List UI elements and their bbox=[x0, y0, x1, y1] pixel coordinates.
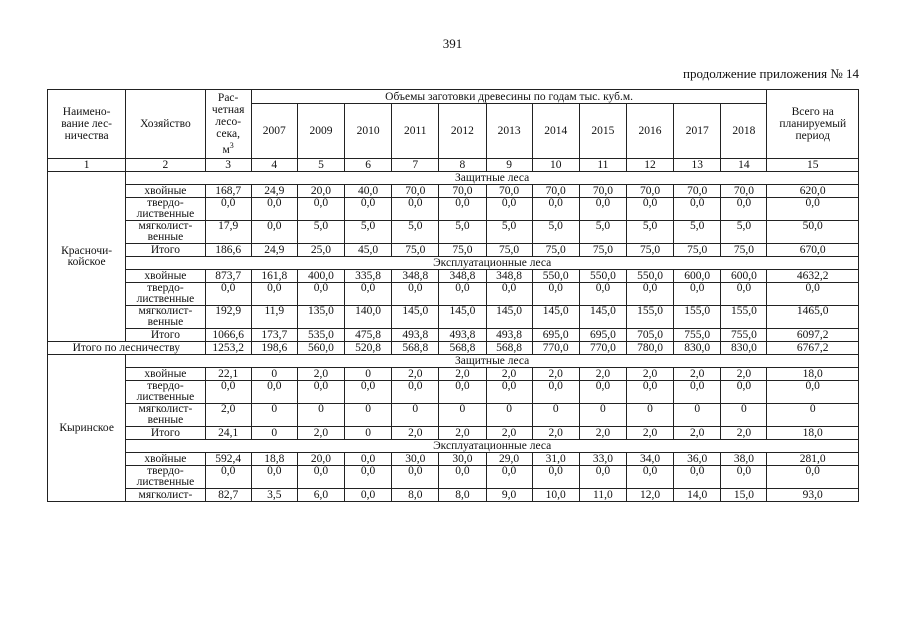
table-row bbox=[48, 198, 859, 221]
year-value: 520,8 bbox=[345, 342, 392, 355]
year-value: 75,0 bbox=[486, 244, 532, 257]
row-total: 4632,2 bbox=[767, 270, 859, 283]
year-value: 24,9 bbox=[251, 244, 297, 257]
farm-type: хвойные bbox=[126, 185, 205, 198]
year-value: 780,0 bbox=[626, 342, 673, 355]
year-value: 0,0 bbox=[721, 198, 767, 221]
year-value: 145,0 bbox=[532, 306, 579, 329]
forestry-total-row bbox=[48, 342, 859, 355]
year-value: 0,0 bbox=[579, 381, 626, 404]
year-value: 31,0 bbox=[532, 453, 579, 466]
year-value: 14,0 bbox=[674, 489, 721, 502]
table-row bbox=[48, 244, 859, 257]
section-title: Эксплуатационные леса bbox=[126, 440, 859, 453]
table-row bbox=[48, 381, 859, 404]
row-total: 281,0 bbox=[767, 453, 859, 466]
year-value: 0 bbox=[297, 404, 344, 427]
year-value: 0 bbox=[345, 368, 392, 381]
row-total: 0,0 bbox=[767, 198, 859, 221]
year-value: 0,0 bbox=[579, 466, 626, 489]
calculated-cut: 0,0 bbox=[205, 198, 251, 221]
column-number: 8 bbox=[439, 159, 486, 172]
calculated-cut: 22,1 bbox=[205, 368, 251, 381]
year-value: 475,8 bbox=[345, 329, 392, 342]
year-value: 75,0 bbox=[439, 244, 486, 257]
year-value: 0,0 bbox=[721, 381, 767, 404]
year-value: 770,0 bbox=[532, 342, 579, 355]
header-year: 2014 bbox=[532, 104, 579, 159]
year-value: 0,0 bbox=[721, 283, 767, 306]
year-value: 0,0 bbox=[439, 198, 486, 221]
table-row bbox=[48, 489, 859, 502]
year-value: 0,0 bbox=[392, 198, 439, 221]
column-number: 3 bbox=[205, 159, 251, 172]
year-value: 5,0 bbox=[439, 221, 486, 244]
header-year: 2018 bbox=[721, 104, 767, 159]
farm-type: мягколист- венные bbox=[126, 221, 205, 244]
header-year: 2016 bbox=[626, 104, 673, 159]
year-value: 2,0 bbox=[392, 427, 439, 440]
year-value: 2,0 bbox=[721, 427, 767, 440]
calculated-cut: 192,9 bbox=[205, 306, 251, 329]
year-value: 348,8 bbox=[486, 270, 532, 283]
year-value: 75,0 bbox=[579, 244, 626, 257]
year-value: 30,0 bbox=[392, 453, 439, 466]
year-value: 348,8 bbox=[392, 270, 439, 283]
year-value: 2,0 bbox=[579, 368, 626, 381]
forestry-name: Красночи- койское bbox=[48, 172, 126, 342]
year-value: 6,0 bbox=[297, 489, 344, 502]
farm-type: твердо- лиственные bbox=[126, 381, 205, 404]
year-value: 70,0 bbox=[486, 185, 532, 198]
year-value: 0,0 bbox=[486, 198, 532, 221]
table-row bbox=[48, 185, 859, 198]
year-value: 0,0 bbox=[392, 466, 439, 489]
calculated-cut: 592,4 bbox=[205, 453, 251, 466]
year-value: 600,0 bbox=[721, 270, 767, 283]
year-value: 33,0 bbox=[579, 453, 626, 466]
year-value: 198,6 bbox=[251, 342, 297, 355]
table-row bbox=[48, 466, 859, 489]
year-value: 15,0 bbox=[721, 489, 767, 502]
calculated-cut: 2,0 bbox=[205, 404, 251, 427]
table-row bbox=[48, 306, 859, 329]
year-value: 0,0 bbox=[439, 381, 486, 404]
year-value: 0,0 bbox=[345, 198, 392, 221]
year-value: 155,0 bbox=[721, 306, 767, 329]
header-total: Всего на планируемый период bbox=[767, 90, 859, 159]
year-value: 0 bbox=[251, 404, 297, 427]
column-number: 6 bbox=[345, 159, 392, 172]
header-year: 2007 bbox=[251, 104, 297, 159]
year-value: 45,0 bbox=[345, 244, 392, 257]
year-value: 0,0 bbox=[345, 466, 392, 489]
year-value: 29,0 bbox=[486, 453, 532, 466]
year-value: 695,0 bbox=[579, 329, 626, 342]
calculated-cut: 0,0 bbox=[205, 283, 251, 306]
year-value: 2,0 bbox=[674, 368, 721, 381]
year-value: 348,8 bbox=[439, 270, 486, 283]
year-value: 8,0 bbox=[439, 489, 486, 502]
year-value: 0,0 bbox=[486, 466, 532, 489]
year-value: 0,0 bbox=[345, 283, 392, 306]
calculated-cut: 24,1 bbox=[205, 427, 251, 440]
year-value: 0,0 bbox=[345, 489, 392, 502]
year-value: 568,8 bbox=[439, 342, 486, 355]
year-value: 11,9 bbox=[251, 306, 297, 329]
column-number-row bbox=[48, 159, 859, 172]
row-total: 93,0 bbox=[767, 489, 859, 502]
column-number: 14 bbox=[721, 159, 767, 172]
year-value: 0 bbox=[345, 404, 392, 427]
forestry-total-label: Итого по лесничеству bbox=[48, 342, 206, 355]
year-value: 0,0 bbox=[674, 198, 721, 221]
year-value: 493,8 bbox=[486, 329, 532, 342]
year-value: 0,0 bbox=[532, 381, 579, 404]
year-value: 0,0 bbox=[251, 283, 297, 306]
year-value: 38,0 bbox=[721, 453, 767, 466]
table-row bbox=[48, 329, 859, 342]
year-value: 155,0 bbox=[674, 306, 721, 329]
year-value: 140,0 bbox=[345, 306, 392, 329]
year-value: 0,0 bbox=[674, 466, 721, 489]
row-total: 620,0 bbox=[767, 185, 859, 198]
year-value: 0 bbox=[251, 427, 297, 440]
year-value: 0 bbox=[721, 404, 767, 427]
year-value: 2,0 bbox=[439, 368, 486, 381]
year-value: 70,0 bbox=[721, 185, 767, 198]
farm-type: хвойные bbox=[126, 368, 205, 381]
year-value: 36,0 bbox=[674, 453, 721, 466]
year-value: 5,0 bbox=[532, 221, 579, 244]
year-value: 135,0 bbox=[297, 306, 344, 329]
year-value: 5,0 bbox=[721, 221, 767, 244]
year-value: 9,0 bbox=[486, 489, 532, 502]
farm-type: мягколист- венные bbox=[126, 404, 205, 427]
row-total: 1465,0 bbox=[767, 306, 859, 329]
year-value: 2,0 bbox=[486, 427, 532, 440]
year-value: 0,0 bbox=[532, 283, 579, 306]
calculated-cut: 168,7 bbox=[205, 185, 251, 198]
year-value: 0,0 bbox=[392, 381, 439, 404]
year-value: 0,0 bbox=[345, 453, 392, 466]
header-year: 2009 bbox=[297, 104, 344, 159]
year-value: 12,0 bbox=[626, 489, 673, 502]
table-row bbox=[48, 221, 859, 244]
farm-type: хвойные bbox=[126, 453, 205, 466]
year-value: 5,0 bbox=[626, 221, 673, 244]
year-value: 2,0 bbox=[297, 427, 344, 440]
year-value: 0,0 bbox=[626, 381, 673, 404]
section-row bbox=[48, 172, 859, 185]
year-value: 0 bbox=[251, 368, 297, 381]
year-value: 830,0 bbox=[674, 342, 721, 355]
year-value: 0 bbox=[486, 404, 532, 427]
year-value: 0,0 bbox=[626, 198, 673, 221]
year-value: 0,0 bbox=[626, 466, 673, 489]
header-year: 2015 bbox=[579, 104, 626, 159]
year-value: 0 bbox=[626, 404, 673, 427]
year-value: 20,0 bbox=[297, 185, 344, 198]
year-value: 5,0 bbox=[392, 221, 439, 244]
year-value: 25,0 bbox=[297, 244, 344, 257]
table-row bbox=[48, 283, 859, 306]
year-value: 145,0 bbox=[439, 306, 486, 329]
year-value: 34,0 bbox=[626, 453, 673, 466]
table-row bbox=[48, 427, 859, 440]
year-value: 40,0 bbox=[345, 185, 392, 198]
year-value: 0,0 bbox=[626, 283, 673, 306]
year-value: 0 bbox=[674, 404, 721, 427]
year-value: 0,0 bbox=[251, 381, 297, 404]
farm-type: Итого bbox=[126, 329, 205, 342]
year-value: 75,0 bbox=[392, 244, 439, 257]
header-year: 2017 bbox=[674, 104, 721, 159]
year-value: 2,0 bbox=[579, 427, 626, 440]
year-value: 0,0 bbox=[721, 466, 767, 489]
farm-type: Итого bbox=[126, 427, 205, 440]
year-value: 0 bbox=[439, 404, 486, 427]
column-number: 13 bbox=[674, 159, 721, 172]
harvest-volume-table bbox=[47, 89, 859, 502]
year-value: 75,0 bbox=[674, 244, 721, 257]
year-value: 535,0 bbox=[297, 329, 344, 342]
year-value: 770,0 bbox=[579, 342, 626, 355]
column-number: 15 bbox=[767, 159, 859, 172]
year-value: 400,0 bbox=[297, 270, 344, 283]
section-row bbox=[48, 440, 859, 453]
row-total: 18,0 bbox=[767, 427, 859, 440]
column-number: 2 bbox=[126, 159, 205, 172]
year-value: 560,0 bbox=[297, 342, 344, 355]
year-value: 0,0 bbox=[439, 283, 486, 306]
year-value: 75,0 bbox=[532, 244, 579, 257]
farm-type: твердо- лиственные bbox=[126, 198, 205, 221]
farm-type: твердо- лиственные bbox=[126, 283, 205, 306]
year-value: 3,5 bbox=[251, 489, 297, 502]
year-value: 830,0 bbox=[721, 342, 767, 355]
year-value: 5,0 bbox=[345, 221, 392, 244]
year-value: 0,0 bbox=[439, 466, 486, 489]
year-value: 10,0 bbox=[532, 489, 579, 502]
year-value: 8,0 bbox=[392, 489, 439, 502]
year-value: 0,0 bbox=[579, 283, 626, 306]
appendix-subtitle: продолжение приложения № 14 bbox=[683, 66, 859, 81]
section-row bbox=[48, 355, 859, 368]
column-number: 1 bbox=[48, 159, 126, 172]
header-year: 2011 bbox=[392, 104, 439, 159]
year-value: 145,0 bbox=[392, 306, 439, 329]
year-value: 2,0 bbox=[626, 368, 673, 381]
farm-type: мягколист- bbox=[126, 489, 205, 502]
year-value: 18,8 bbox=[251, 453, 297, 466]
row-total: 6097,2 bbox=[767, 329, 859, 342]
column-number: 10 bbox=[532, 159, 579, 172]
year-value: 0,0 bbox=[486, 381, 532, 404]
calculated-cut: 82,7 bbox=[205, 489, 251, 502]
year-value: 2,0 bbox=[532, 368, 579, 381]
year-value: 755,0 bbox=[721, 329, 767, 342]
calculated-cut: 0,0 bbox=[205, 381, 251, 404]
farm-type: твердо- лиственные bbox=[126, 466, 205, 489]
year-value: 695,0 bbox=[532, 329, 579, 342]
year-value: 0,0 bbox=[297, 466, 344, 489]
year-value: 0 bbox=[392, 404, 439, 427]
year-value: 0 bbox=[345, 427, 392, 440]
year-value: 550,0 bbox=[579, 270, 626, 283]
header-forestry-name: Наимено- вание лес- ничества bbox=[48, 90, 126, 159]
year-value: 0,0 bbox=[392, 283, 439, 306]
year-value: 0,0 bbox=[251, 198, 297, 221]
year-value: 568,8 bbox=[392, 342, 439, 355]
year-value: 705,0 bbox=[626, 329, 673, 342]
row-total: 0 bbox=[767, 404, 859, 427]
column-number: 4 bbox=[251, 159, 297, 172]
row-total: 0,0 bbox=[767, 283, 859, 306]
section-title: Защитные леса bbox=[126, 355, 859, 368]
farm-type: Итого bbox=[126, 244, 205, 257]
year-value: 2,0 bbox=[626, 427, 673, 440]
year-value: 20,0 bbox=[297, 453, 344, 466]
year-value: 5,0 bbox=[674, 221, 721, 244]
header-year: 2010 bbox=[345, 104, 392, 159]
year-value: 75,0 bbox=[626, 244, 673, 257]
year-value: 0,0 bbox=[297, 283, 344, 306]
year-value: 0 bbox=[532, 404, 579, 427]
farm-type: хвойные bbox=[126, 270, 205, 283]
year-value: 70,0 bbox=[439, 185, 486, 198]
year-value: 0,0 bbox=[486, 283, 532, 306]
page-number: 391 bbox=[442, 36, 463, 51]
year-value: 70,0 bbox=[532, 185, 579, 198]
year-value: 0,0 bbox=[251, 466, 297, 489]
year-value: 2,0 bbox=[721, 368, 767, 381]
year-value: 0,0 bbox=[532, 466, 579, 489]
row-total: 670,0 bbox=[767, 244, 859, 257]
table-row bbox=[48, 270, 859, 283]
header-year: 2013 bbox=[486, 104, 532, 159]
year-value: 161,8 bbox=[251, 270, 297, 283]
calculated-cut: 17,9 bbox=[205, 221, 251, 244]
row-total: 0,0 bbox=[767, 466, 859, 489]
year-value: 0,0 bbox=[579, 198, 626, 221]
year-value: 0 bbox=[579, 404, 626, 427]
year-value: 335,8 bbox=[345, 270, 392, 283]
table-row bbox=[48, 368, 859, 381]
year-value: 550,0 bbox=[626, 270, 673, 283]
year-value: 70,0 bbox=[579, 185, 626, 198]
year-value: 2,0 bbox=[486, 368, 532, 381]
year-value: 30,0 bbox=[439, 453, 486, 466]
column-number: 5 bbox=[297, 159, 344, 172]
column-number: 9 bbox=[486, 159, 532, 172]
column-number: 12 bbox=[626, 159, 673, 172]
year-value: 568,8 bbox=[486, 342, 532, 355]
row-total: 6767,2 bbox=[767, 342, 859, 355]
year-value: 5,0 bbox=[486, 221, 532, 244]
header-row bbox=[48, 90, 859, 104]
year-value: 0,0 bbox=[251, 221, 297, 244]
year-value: 75,0 bbox=[721, 244, 767, 257]
section-title: Эксплуатационные леса bbox=[126, 257, 859, 270]
year-value: 70,0 bbox=[392, 185, 439, 198]
calculated-cut: 186,6 bbox=[205, 244, 251, 257]
year-value: 0,0 bbox=[297, 381, 344, 404]
year-value: 5,0 bbox=[579, 221, 626, 244]
year-value: 550,0 bbox=[532, 270, 579, 283]
year-value: 0,0 bbox=[345, 381, 392, 404]
year-value: 2,0 bbox=[392, 368, 439, 381]
table-row bbox=[48, 453, 859, 466]
year-value: 11,0 bbox=[579, 489, 626, 502]
year-value: 2,0 bbox=[674, 427, 721, 440]
calculated-cut: 1066,6 bbox=[205, 329, 251, 342]
row-total: 0,0 bbox=[767, 381, 859, 404]
year-value: 145,0 bbox=[579, 306, 626, 329]
year-value: 70,0 bbox=[626, 185, 673, 198]
column-number: 11 bbox=[579, 159, 626, 172]
calculated-cut: 0,0 bbox=[205, 466, 251, 489]
section-row bbox=[48, 257, 859, 270]
year-value: 0,0 bbox=[297, 198, 344, 221]
year-value: 0,0 bbox=[674, 381, 721, 404]
forestry-name: Кыринское bbox=[48, 355, 126, 502]
header-volumes: Объемы заготовки древесины по годам тыс. куб.м. bbox=[251, 90, 767, 104]
column-number: 7 bbox=[392, 159, 439, 172]
year-value: 2,0 bbox=[439, 427, 486, 440]
section-title: Защитные леса bbox=[126, 172, 859, 185]
year-value: 155,0 bbox=[626, 306, 673, 329]
year-value: 600,0 bbox=[674, 270, 721, 283]
year-value: 24,9 bbox=[251, 185, 297, 198]
year-value: 2,0 bbox=[532, 427, 579, 440]
year-value: 5,0 bbox=[297, 221, 344, 244]
header-farm: Хозяйство bbox=[126, 90, 205, 159]
table-row bbox=[48, 404, 859, 427]
calculated-cut: 1253,2 bbox=[205, 342, 251, 355]
row-total: 18,0 bbox=[767, 368, 859, 381]
row-total: 50,0 bbox=[767, 221, 859, 244]
year-value: 755,0 bbox=[674, 329, 721, 342]
year-value: 0,0 bbox=[674, 283, 721, 306]
year-value: 0,0 bbox=[532, 198, 579, 221]
header-year: 2012 bbox=[439, 104, 486, 159]
calculated-cut: 873,7 bbox=[205, 270, 251, 283]
year-value: 70,0 bbox=[674, 185, 721, 198]
farm-type: мягколист- венные bbox=[126, 306, 205, 329]
year-value: 493,8 bbox=[439, 329, 486, 342]
year-value: 145,0 bbox=[486, 306, 532, 329]
year-value: 173,7 bbox=[251, 329, 297, 342]
year-value: 2,0 bbox=[297, 368, 344, 381]
header-calculated-cut: Рас- четная лесо- сека, $м^3$ bbox=[205, 90, 251, 159]
year-value: 493,8 bbox=[392, 329, 439, 342]
